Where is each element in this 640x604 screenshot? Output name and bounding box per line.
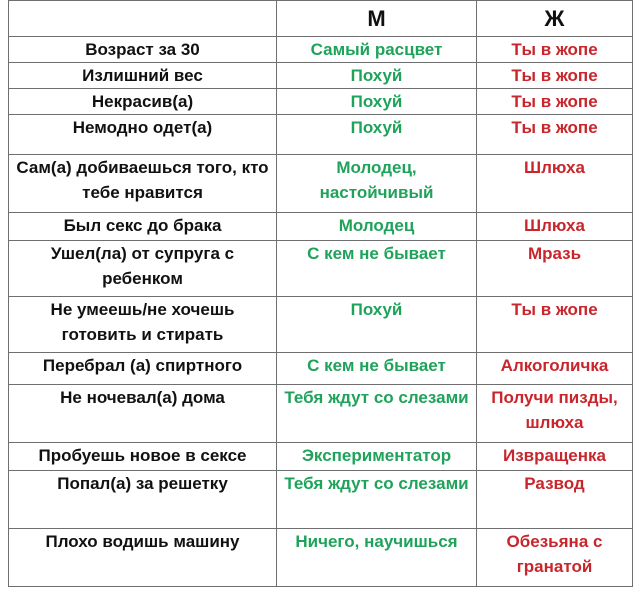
comparison-table — [8, 0, 633, 587]
women-cell: Шлюха — [477, 213, 633, 241]
table-row — [9, 241, 633, 297]
table-row — [9, 471, 633, 529]
table-row — [9, 213, 633, 241]
table-row — [9, 63, 633, 89]
women-cell: Мразь — [477, 241, 633, 297]
header-situation — [9, 1, 277, 37]
women-cell: Ты в жопе — [477, 115, 633, 155]
situation-cell: Возраст за 30 — [9, 37, 277, 63]
women-cell: Обезьяна с гранатой — [477, 529, 633, 587]
women-cell: Развод — [477, 471, 633, 529]
situation-cell: Попал(а) за решетку — [9, 471, 277, 529]
table-row — [9, 443, 633, 471]
table-row — [9, 297, 633, 353]
table-row — [9, 529, 633, 587]
men-cell: Похуй — [277, 63, 477, 89]
situation-cell: Перебрал (а) спиртного — [9, 353, 277, 385]
men-cell: Самый расцвет — [277, 37, 477, 63]
header-row — [9, 1, 633, 37]
women-cell: Ты в жопе — [477, 63, 633, 89]
men-cell: С кем не бывает — [277, 241, 477, 297]
header-men: М — [277, 1, 477, 37]
women-cell: Ты в жопе — [477, 89, 633, 115]
men-cell: Ничего, научишься — [277, 529, 477, 587]
men-cell: Похуй — [277, 115, 477, 155]
men-cell: Молодец, настойчивый — [277, 155, 477, 213]
table-row — [9, 37, 633, 63]
situation-cell: Некрасив(а) — [9, 89, 277, 115]
table-row — [9, 115, 633, 155]
table-row — [9, 385, 633, 443]
women-cell: Извращенка — [477, 443, 633, 471]
women-cell: Ты в жопе — [477, 37, 633, 63]
men-cell: С кем не бывает — [277, 353, 477, 385]
men-cell: Тебя ждут со слезами — [277, 385, 477, 443]
table-row — [9, 155, 633, 213]
table-row — [9, 353, 633, 385]
men-cell: Тебя ждут со слезами — [277, 471, 477, 529]
men-cell: Молодец — [277, 213, 477, 241]
situation-cell: Сам(а) добиваешься того, кто тебе нравится — [9, 155, 277, 213]
situation-cell: Излишний вес — [9, 63, 277, 89]
table-row — [9, 89, 633, 115]
situation-cell: Ушел(ла) от супруга с ребенком — [9, 241, 277, 297]
women-cell: Ты в жопе — [477, 297, 633, 353]
men-cell: Похуй — [277, 89, 477, 115]
situation-cell: Был секс до брака — [9, 213, 277, 241]
situation-cell: Не умеешь/не хочешь готовить и стирать — [9, 297, 277, 353]
men-cell: Экспериментатор — [277, 443, 477, 471]
women-cell: Получи пизды, шлюха — [477, 385, 633, 443]
women-cell: Шлюха — [477, 155, 633, 213]
situation-cell: Плохо водишь машину — [9, 529, 277, 587]
men-cell: Похуй — [277, 297, 477, 353]
situation-cell: Не ночевал(а) дома — [9, 385, 277, 443]
situation-cell: Немодно одет(а) — [9, 115, 277, 155]
header-women: Ж — [477, 1, 633, 37]
women-cell: Алкоголичка — [477, 353, 633, 385]
situation-cell: Пробуешь новое в сексе — [9, 443, 277, 471]
